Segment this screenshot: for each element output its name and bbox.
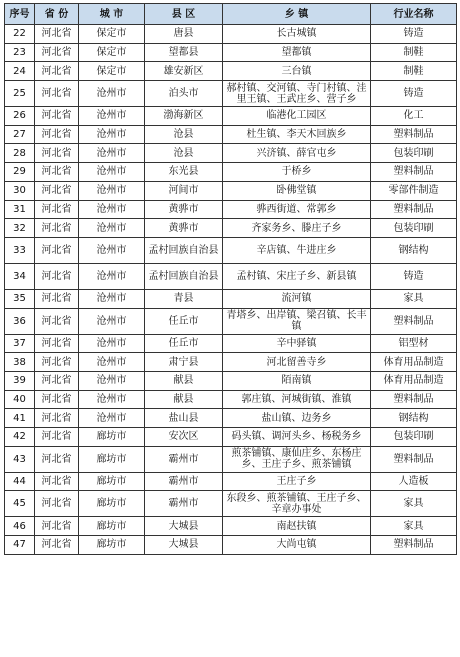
- cell-town: 辛中驿镇: [223, 334, 371, 353]
- document-page: [4, 3, 456, 555]
- cell-county: 孟村回族自治县: [145, 263, 223, 289]
- cell-index: 43: [5, 446, 35, 472]
- cell-county: 肃宁县: [145, 353, 223, 372]
- cell-industry: 家具: [371, 517, 457, 536]
- cell-index: 42: [5, 428, 35, 447]
- cell-industry: 体育用品制造: [371, 353, 457, 372]
- cell-county: 献县: [145, 390, 223, 409]
- cell-province: 河北省: [35, 200, 79, 219]
- table-row: [5, 200, 457, 219]
- cell-town: 长古城镇: [223, 25, 371, 44]
- table-row: [5, 390, 457, 409]
- cell-province: 河北省: [35, 491, 79, 517]
- cell-county: 霸州市: [145, 491, 223, 517]
- cell-province: 河北省: [35, 428, 79, 447]
- cell-county: 河间市: [145, 181, 223, 200]
- cell-county: 雄安新区: [145, 62, 223, 81]
- cell-county: 渤海新区: [145, 107, 223, 126]
- cell-industry: 塑料制品: [371, 446, 457, 472]
- cell-province: 河北省: [35, 334, 79, 353]
- industry-cluster-table: [4, 3, 457, 555]
- cell-industry: 家具: [371, 289, 457, 308]
- table-row: [5, 308, 457, 334]
- table-row: [5, 353, 457, 372]
- cell-index: 32: [5, 219, 35, 238]
- cell-industry: 钢结构: [371, 409, 457, 428]
- table-row: [5, 491, 457, 517]
- cell-industry: 塑料制品: [371, 536, 457, 555]
- cell-index: 39: [5, 371, 35, 390]
- cell-industry: 体育用品制造: [371, 371, 457, 390]
- table-row: [5, 219, 457, 238]
- cell-county: 泊头市: [145, 81, 223, 107]
- cell-province: 河北省: [35, 472, 79, 491]
- cell-county: 霸州市: [145, 472, 223, 491]
- cell-industry: 塑料制品: [371, 125, 457, 144]
- cell-industry: 铸造: [371, 263, 457, 289]
- cell-city: 沧州市: [79, 163, 145, 182]
- cell-province: 河北省: [35, 353, 79, 372]
- table-row: [5, 181, 457, 200]
- cell-city: 沧州市: [79, 371, 145, 390]
- cell-index: 40: [5, 390, 35, 409]
- cell-industry: 制鞋: [371, 62, 457, 81]
- table-row: [5, 144, 457, 163]
- cell-industry: 家具: [371, 491, 457, 517]
- cell-index: 47: [5, 536, 35, 555]
- cell-province: 河北省: [35, 144, 79, 163]
- cell-industry: 钢结构: [371, 237, 457, 263]
- cell-county: 沧县: [145, 125, 223, 144]
- table-body: [5, 25, 457, 555]
- table-row: [5, 472, 457, 491]
- cell-industry: 零部件制造: [371, 181, 457, 200]
- cell-province: 河北省: [35, 263, 79, 289]
- cell-industry: 制鞋: [371, 43, 457, 62]
- cell-county: 青县: [145, 289, 223, 308]
- cell-province: 河北省: [35, 125, 79, 144]
- cell-county: 黄骅市: [145, 200, 223, 219]
- table-row: [5, 446, 457, 472]
- cell-city: 廊坊市: [79, 517, 145, 536]
- cell-town: 郝村镇、交河镇、寺门村镇、洼里王镇、王武庄乡、营子乡: [223, 81, 371, 107]
- table-row: [5, 107, 457, 126]
- cell-county: 望都县: [145, 43, 223, 62]
- cell-province: 河北省: [35, 536, 79, 555]
- cell-town: 陌南镇: [223, 371, 371, 390]
- cell-province: 河北省: [35, 43, 79, 62]
- cell-province: 河北省: [35, 163, 79, 182]
- header-county: 县 区: [145, 4, 223, 25]
- cell-city: 廊坊市: [79, 491, 145, 517]
- header-province: 省 份: [35, 4, 79, 25]
- cell-province: 河北省: [35, 181, 79, 200]
- cell-town: 辛店镇、牛进庄乡: [223, 237, 371, 263]
- cell-county: 霸州市: [145, 446, 223, 472]
- cell-town: 孟村镇、宋庄子乡、新县镇: [223, 263, 371, 289]
- cell-town: 东段乡、煎茶铺镇、王庄子乡、辛章办事处: [223, 491, 371, 517]
- table-row: [5, 263, 457, 289]
- cell-index: 44: [5, 472, 35, 491]
- cell-city: 沧州市: [79, 107, 145, 126]
- cell-index: 45: [5, 491, 35, 517]
- cell-city: 廊坊市: [79, 428, 145, 447]
- cell-index: 26: [5, 107, 35, 126]
- cell-city: 沧州市: [79, 263, 145, 289]
- cell-industry: 铸造: [371, 81, 457, 107]
- cell-town: 于桥乡: [223, 163, 371, 182]
- cell-index: 27: [5, 125, 35, 144]
- cell-city: 沧州市: [79, 219, 145, 238]
- table-row: [5, 25, 457, 44]
- cell-index: 23: [5, 43, 35, 62]
- cell-province: 河北省: [35, 517, 79, 536]
- table-row: [5, 81, 457, 107]
- cell-town: 卧佛堂镇: [223, 181, 371, 200]
- cell-town: 望都镇: [223, 43, 371, 62]
- cell-industry: 铸造: [371, 25, 457, 44]
- cell-city: 沧州市: [79, 181, 145, 200]
- cell-county: 大城县: [145, 517, 223, 536]
- cell-industry: 包装印刷: [371, 219, 457, 238]
- cell-city: 沧州市: [79, 125, 145, 144]
- cell-town: 南赵扶镇: [223, 517, 371, 536]
- cell-index: 34: [5, 263, 35, 289]
- cell-index: 24: [5, 62, 35, 81]
- cell-city: 沧州市: [79, 144, 145, 163]
- cell-county: 任丘市: [145, 308, 223, 334]
- cell-town: 三台镇: [223, 62, 371, 81]
- cell-industry: 化工: [371, 107, 457, 126]
- cell-province: 河北省: [35, 308, 79, 334]
- cell-county: 献县: [145, 371, 223, 390]
- cell-city: 保定市: [79, 62, 145, 81]
- cell-city: 沧州市: [79, 237, 145, 263]
- cell-county: 黄骅市: [145, 219, 223, 238]
- cell-province: 河北省: [35, 289, 79, 308]
- cell-index: 41: [5, 409, 35, 428]
- cell-index: 22: [5, 25, 35, 44]
- cell-town: 郭庄镇、河城街镇、淮镇: [223, 390, 371, 409]
- table-header-row: [5, 4, 457, 25]
- cell-province: 河北省: [35, 62, 79, 81]
- cell-index: 35: [5, 289, 35, 308]
- cell-index: 36: [5, 308, 35, 334]
- cell-city: 沧州市: [79, 334, 145, 353]
- cell-province: 河北省: [35, 25, 79, 44]
- table-row: [5, 517, 457, 536]
- cell-county: 任丘市: [145, 334, 223, 353]
- cell-town: 盐山镇、边务乡: [223, 409, 371, 428]
- cell-county: 大城县: [145, 536, 223, 555]
- cell-province: 河北省: [35, 409, 79, 428]
- table-row: [5, 536, 457, 555]
- cell-province: 河北省: [35, 371, 79, 390]
- cell-province: 河北省: [35, 219, 79, 238]
- cell-county: 唐县: [145, 25, 223, 44]
- table-row: [5, 289, 457, 308]
- cell-town: 河北留善寺乡: [223, 353, 371, 372]
- cell-town: 码头镇、调河头乡、杨税务乡: [223, 428, 371, 447]
- cell-city: 廊坊市: [79, 472, 145, 491]
- cell-county: 安次区: [145, 428, 223, 447]
- table-row: [5, 125, 457, 144]
- cell-city: 沧州市: [79, 390, 145, 409]
- cell-province: 河北省: [35, 237, 79, 263]
- cell-industry: 人造板: [371, 472, 457, 491]
- header-index: 序号: [5, 4, 35, 25]
- table-row: [5, 163, 457, 182]
- cell-city: 保定市: [79, 25, 145, 44]
- cell-city: 沧州市: [79, 200, 145, 219]
- cell-industry: 包装印刷: [371, 144, 457, 163]
- cell-town: 青塔乡、出岸镇、梁召镇、长丰镇: [223, 308, 371, 334]
- cell-index: 29: [5, 163, 35, 182]
- table-row: [5, 428, 457, 447]
- cell-town: 临港化工园区: [223, 107, 371, 126]
- cell-county: 盐山县: [145, 409, 223, 428]
- cell-index: 46: [5, 517, 35, 536]
- cell-index: 25: [5, 81, 35, 107]
- table-row: [5, 409, 457, 428]
- cell-industry: 塑料制品: [371, 200, 457, 219]
- cell-town: 煎茶铺镇、康仙庄乡、东杨庄乡、王庄子乡、煎茶铺镇: [223, 446, 371, 472]
- cell-city: 沧州市: [79, 353, 145, 372]
- table-row: [5, 334, 457, 353]
- cell-town: 兴济镇、薛官屯乡: [223, 144, 371, 163]
- cell-town: 骅西街道、常郭乡: [223, 200, 371, 219]
- cell-province: 河北省: [35, 446, 79, 472]
- cell-city: 沧州市: [79, 81, 145, 107]
- cell-province: 河北省: [35, 107, 79, 126]
- cell-province: 河北省: [35, 81, 79, 107]
- cell-town: 大尚屯镇: [223, 536, 371, 555]
- header-city: 城 市: [79, 4, 145, 25]
- cell-index: 30: [5, 181, 35, 200]
- cell-index: 31: [5, 200, 35, 219]
- cell-industry: 塑料制品: [371, 390, 457, 409]
- cell-town: 王庄子乡: [223, 472, 371, 491]
- cell-index: 38: [5, 353, 35, 372]
- cell-city: 廊坊市: [79, 446, 145, 472]
- cell-industry: 铝型材: [371, 334, 457, 353]
- cell-county: 孟村回族自治县: [145, 237, 223, 263]
- table-row: [5, 43, 457, 62]
- cell-industry: 塑料制品: [371, 308, 457, 334]
- header-town: 乡 镇: [223, 4, 371, 25]
- header-industry: 行业名称: [371, 4, 457, 25]
- cell-industry: 包装印刷: [371, 428, 457, 447]
- cell-county: 沧县: [145, 144, 223, 163]
- cell-index: 33: [5, 237, 35, 263]
- cell-city: 沧州市: [79, 289, 145, 308]
- cell-town: 杜生镇、李天木回族乡: [223, 125, 371, 144]
- cell-index: 37: [5, 334, 35, 353]
- cell-town: 流河镇: [223, 289, 371, 308]
- cell-province: 河北省: [35, 390, 79, 409]
- cell-city: 沧州市: [79, 409, 145, 428]
- cell-index: 28: [5, 144, 35, 163]
- cell-industry: 塑料制品: [371, 163, 457, 182]
- cell-city: 沧州市: [79, 308, 145, 334]
- table-row: [5, 237, 457, 263]
- cell-county: 东光县: [145, 163, 223, 182]
- cell-town: 齐家务乡、滕庄子乡: [223, 219, 371, 238]
- cell-city: 廊坊市: [79, 536, 145, 555]
- table-row: [5, 371, 457, 390]
- cell-city: 保定市: [79, 43, 145, 62]
- table-row: [5, 62, 457, 81]
